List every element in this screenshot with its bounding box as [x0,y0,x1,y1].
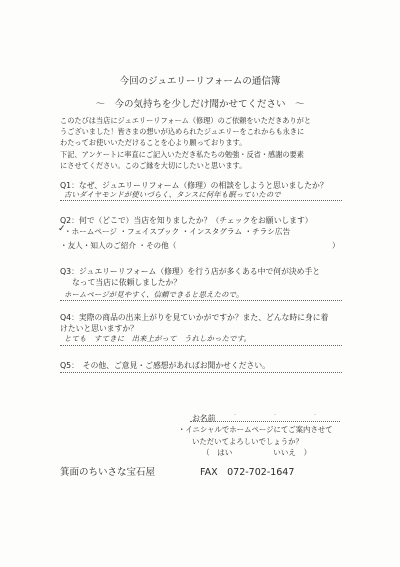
q1-answer-line [60,200,342,201]
intro-line: このたびは当店にジュエリーリフォーム（修理）のご依頼をいただきありがと [60,116,312,125]
page-subtitle: ～ 今の気持ちを少しだけ聞かせてください ～ [95,99,305,110]
name-line [190,421,340,422]
consent-options [202,447,311,458]
q5-question: Q5： その他、ご意見・ご感想があればお聞かせください。 [60,361,270,370]
q4-handwritten-answer: とても すてきに 出来上がって うれしかったです。 [64,334,252,343]
shop-name: 箕面のちいさな宝石屋 [60,467,156,478]
masked-name: ・ ・ ・ [232,412,333,419]
fax-number: FAX 072-702-1647 [200,467,295,478]
consent-line-1: ・イニシャルでホームページにてご案内させて [178,425,333,434]
q2-question: Q2：何で（どこで）当店を知りましたか？（チェックをお願いします） [60,216,313,225]
option-other[interactable]: ・その他（ [138,241,177,250]
q1-question: Q1：なぜ、ジュエリーリフォーム（修理）の相談をしようと思いましたか？ [60,181,328,190]
page-title: 今回のジュエリーリフォームの通信簿 [119,76,281,87]
q3-question-line-1: Q3：ジュエリーリフォーム（修理）を行う店が多くある中で何が決め手と [60,267,321,276]
option-flyer[interactable]: ・チラシ広告 [244,227,291,236]
q5-answer-line [60,372,342,373]
q3-handwritten-answer: ホームページが見やすく、信頼できると思えたので。 [64,290,244,299]
consent-yes[interactable]: （ はい [202,448,233,457]
q2-options-row-2 [60,240,176,251]
q4-question-line-1: Q4：実際の商品の出来上がりを見ていかがですか？また、どんな時に身に着 [60,313,329,322]
consent-line-2: いただいてよろしいでしょうか？ [192,437,303,446]
option-homepage[interactable]: ・ホームページ [64,227,118,236]
q4-question-line-2: けたいと思いますか？ [60,324,138,333]
q3-question-line-2: なって当店に依頼しましたか？ [72,278,182,287]
q4-answer-line [60,345,342,346]
intro-line: うございました！皆さまの想いが込められたジュエリーをこれからも永きに [60,127,305,137]
q1-handwritten-answer: 古いダイヤモンドが使いづらく、タンスに何年も眠っていたので [64,190,281,199]
name-label: お名前 [192,414,216,423]
option-instagram[interactable]: ・インスタグラム [181,227,243,236]
option-referral[interactable]: ・友人・知人のご紹介 [60,241,136,250]
q2-other-close: ） [332,241,340,250]
q3-answer-line [60,300,342,301]
intro-line: 下記、アンケートに率直にご記入いただき私たちの勉強・反省・感謝の要素 [60,149,304,159]
option-facebook[interactable]: ・フェイスブック [119,227,180,236]
consent-question [178,424,333,448]
intro-text [60,115,311,171]
checkmark-icon: ✓ [58,224,66,234]
q2-options-row-1 [64,226,290,237]
intro-line: にさせてください。このご縁を大切にしたいと思います。 [60,160,247,170]
consent-no[interactable]: いいえ ） [273,448,312,457]
intro-line: わたってお使いいただけることを心より願っております。 [60,138,247,148]
